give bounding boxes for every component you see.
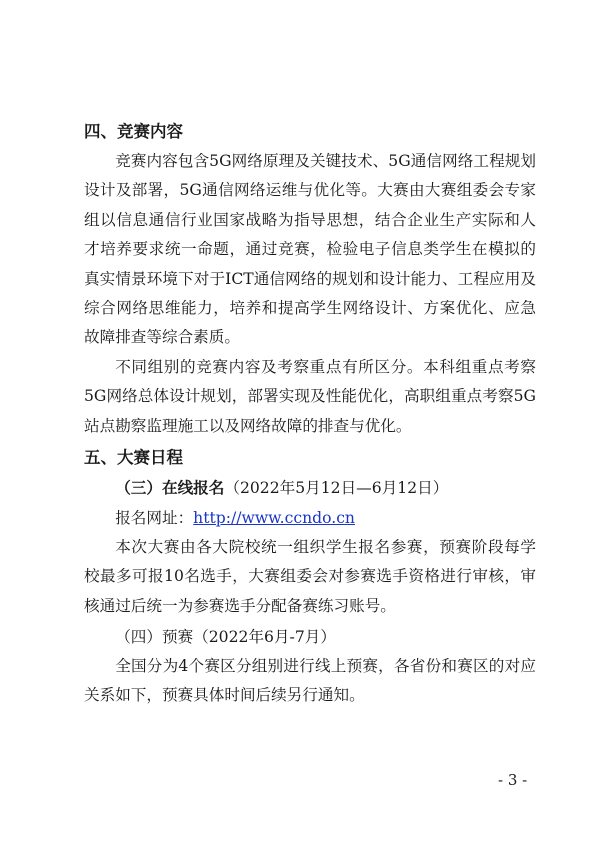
section-4-paragraph-2: 不同组别的竞赛内容及考察重点有所区分。本科组重点考察5G网络总体设计规划，部署实现及性能优化，高职组重点考察5G站点勘察监理施工以及网络故障的排查与优化。 [84,358,536,435]
online-signup-subheading [84,473,536,503]
signup-url-link[interactable]: http://www.ccndo.cn [193,509,355,527]
online-signup-label: （三）在线报名 [115,479,225,497]
signup-url-line [84,503,536,533]
preliminary-paragraph: 全国分为4个赛区分组别进行线上预赛，各省份和赛区的对应关系如下，预赛具体时间后续另行通知。 [84,657,536,705]
preliminary-dates: （2022年6月-7月） [193,628,336,646]
section-5-heading: 五、大赛日程 [84,448,183,467]
section-4-paragraph-1: 竞赛内容包含5G网络原理及关键技术、5G通信网络工程规划设计及部署，5G通信网络运维与优化等。大赛由大赛组委会专家组以信息通信行业国家战略为指导思想，结合企业生产实际和人才培养要求统一命题，通过竞赛，检验电子信息类学生在模拟的真实情景环境下对于ICT通信网络的规划和设计能力、工程应用及综合网络思维能力，培养和提高学生网络设计、方案优化、应急故障排查等综合素质。 [84,152,536,347]
preliminary-label: （四）预赛 [115,628,194,646]
page-number: - 3 - [498,771,528,789]
signup-url-label: 报名网址： [115,509,194,527]
section-4-heading: 四、竞赛内容 [84,122,183,141]
signup-paragraph: 本次大赛由各大院校统一组织学生报名参赛，预赛阶段每学校最多可报10名选手，大赛组委会对参赛选手资格进行审核，审核通过后统一为参赛选手分配备赛练习账号。 [84,538,536,615]
preliminary-subheading [84,622,536,652]
online-signup-dates: （2022年5月12日—6月12日） [224,479,449,497]
